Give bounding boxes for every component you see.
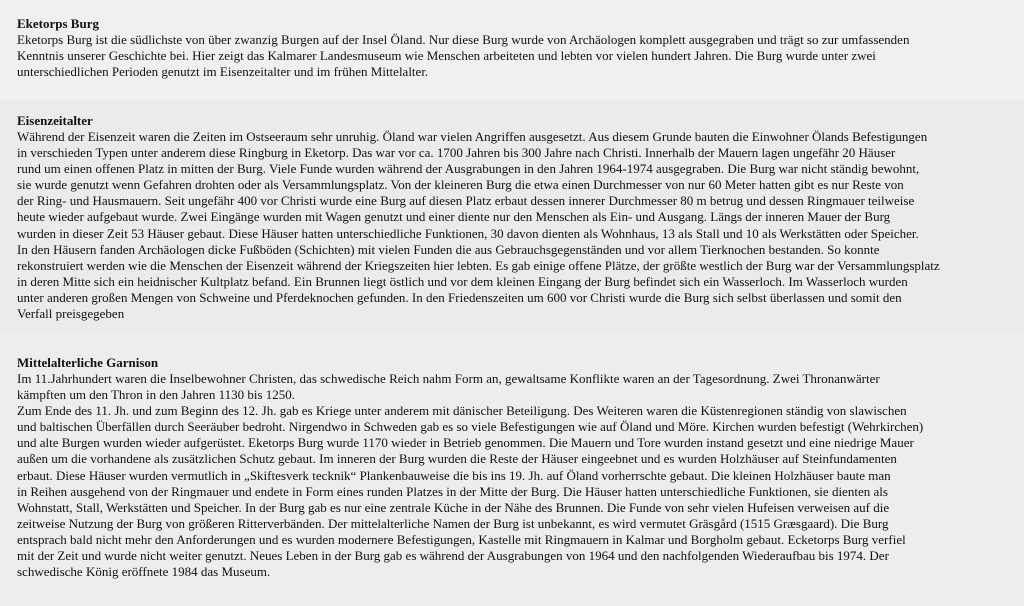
text-line: heute wieder aufgebaut wurde. Zwei Eingänge wurden mit Wagen genutzt und einer diente nur den Menschen als Ein- und Ausgang. Längs der inneren Mauer der Burg — [17, 209, 891, 225]
text-line: wurden in dieser Zeit 53 Häuser gebaut. Diese Häuser hatten unterschiedliche Funktionen, 30 davon dienten als Wohnhaus, 13 als Stall und 10 als Werkstätten oder Speicher. — [17, 225, 919, 241]
text-line: Kenntnis unserer Geschichte bei. Hier zeigt das Kalmarer Landesmuseum wie Menschen arbeiteten und lebten vor vielen hundert Jahren. Die Burg wurde unter zwei — [17, 48, 876, 64]
text-line: und baltischen Überfällen durch Seeräuber bedroht. Nirgendwo in Schweden gab es so viele Befestigungen wie auf Öland und Möre. Kirchen wurden befestigt (Wehrkirchen) — [17, 419, 924, 435]
section-heading: Mittelalterliche Garnison — [17, 355, 159, 370]
section-heading: Eisenzeitalter — [17, 113, 93, 128]
text-line: mit der Zeit und wurde nicht weiter genutzt. Neues Leben in der Burg gab es während der Ausgrabungen von 1964 und den nachfolgenden Wiederaufbau bis 1974. Der — [17, 548, 889, 564]
text-line: außen um die vorhandene als zusätzlichen Schutz gebaut. Im inneren der Burg wurden die Reste der Häuser eingeebnet und es wurden Holzhäuser auf Steinfundamenten — [17, 451, 897, 467]
text-line: Eketorps Burg ist die südlichste von über zwanzig Burgen auf der Insel Öland. Nur diese Burg wurde von Archäologen komplett ausgegraben und trägt so zur umfassenden — [17, 32, 910, 47]
text-line: zeitweise Nutzung der Burg von größeren Ritterverbänden. Der mittelalterliche Namen der Burg ist unbekannt, es wird vermutet Gräsgård (1515 Græsgaard). Die Burg — [17, 515, 889, 531]
text-line: in verschieden Typen unter anderem diese Ringburg in Eketorp. Das war vor ca. 1700 Jahren bis 300 Jahre nach Christi. Innerhalb der Mauern lagen ungefähr 20 Häuser — [17, 145, 896, 161]
text-line: in Reihen ausgehend von der Ringmauer und endete in Form eines runden Platzes in der Mitte der Burg. Die Häuser hatten unterschiedliche Funktionen, sie dienten als — [17, 483, 888, 499]
text-line: Während der Eisenzeit waren die Zeiten im Ostseeraum sehr unruhig. Öland war vielen Angriffen ausgesetzt. Aus diesem Grunde bauten die Einwohner Ölands Befestigungen — [17, 129, 928, 144]
text-line: Zum Ende des 11. Jh. und zum Beginn des 12. Jh. gab es Kriege unter anderem mit dänischer Beteiligung. Des Weiteren waren die Küstenregionen ständig von slawischen — [17, 403, 907, 419]
text-line: unter anderen großen Mengen von Schweine und Pferdeknochen gefunden. In den Friedenszeiten um 600 vor Christi wurde die Burg sich selbst überlassen und somit den — [17, 289, 902, 305]
text-line: rekonstruiert werden wie die Menschen der Eisenzeit während der Kriegszeiten hier lebten. Es gab einige offene Plätze, der größte westlich der Burg war der Versammlungsplatz — [17, 257, 940, 273]
text-line: In den Häusern fanden Archäologen dicke Fußböden (Schichten) mit vielen Funden die aus Gebrauchsgegenständen und vor allem Tierknochen bestanden. So konnte — [17, 241, 880, 257]
text-line: schwedische König eröffnete 1984 das Museum. — [17, 564, 271, 580]
section-heading: Eketorps Burg — [17, 16, 99, 31]
text-line: erbaut. Diese Häuser wurden vermutlich in „Skiftesverk tecknik“ Plankenbauweise die bis ins 19. Jh. auf Öland vorherrschte gebaut. Die kleinen Holzhäuser baute man — [17, 467, 891, 483]
text-line: der Ring- und Hausmauern. Seit ungefähr 400 vor Christi wurde eine Burg auf diesen Platz erbaut dessen innerer Durchmesser 80 m betrug und dessen Ringmauer teilweise — [17, 193, 915, 209]
text-line: unterschiedlichen Perioden genutzt im Eisenzeitalter und im frühen Mittelalter. — [17, 64, 429, 80]
text-line: sie wurde genutzt wenn Gefahren drohten oder als Versammlungsplatz. Von der kleineren Burg die etwa einen Durchmesser von nur 60 Meter hatten gibt es nur Reste von — [17, 177, 904, 193]
section-eisenzeitalter — [17, 113, 1017, 322]
text-line: rund um einen offenen Platz in mitten der Burg. Viele Funde wurden während der Ausgrabungen in den Jahren 1964-1974 ausgegraben. Die Burg war nicht ständig bewohnt, — [17, 161, 920, 177]
section-mittelalterliche-garnison — [17, 355, 1017, 580]
text-line: in deren Mitte sich ein heidnischer Kultplatz befand. Ein Brunnen liegt östlich und vor dem kleinen Eingang der Burg befindet sich ein Wasserloch. Im Wasserloch wurden — [17, 273, 908, 289]
section-eketorps-burg — [17, 16, 1017, 80]
text-line: und alte Burgen wurden wieder aufgerüstet. Eketorps Burg wurde 1170 wieder in Betrieb genommen. Die Mauern und Tore wurden instand gesetzt und eine niedrige Mauer — [17, 435, 914, 451]
text-line: kämpften um den Thron in den Jahren 1130 bis 1250. — [17, 387, 296, 403]
text-line: Wohnstatt, Stall, Werkstätten und Speicher. In der Burg gab es nur eine zentrale Küche in der Nähe des Brunnen. Die Funde von sehr vielen Hufeisen verweisen auf die — [17, 499, 890, 515]
text-line: entsprach bald nicht mehr den Anforderungen und es wurden modernere Befestigungen, Kastelle mit Ringmauern in Kalmar und Borgholm gebaut. Ecketorps Burg verfiel — [17, 531, 906, 547]
text-line: Im 11.Jahrhundert waren die Inselbewohner Christen, das schwedische Reich nahm Form an, gewaltsame Konflikte waren an der Tagesordnung. Zwei Thronanwärter — [17, 371, 880, 386]
text-line: Verfall preisgegeben — [17, 306, 125, 322]
